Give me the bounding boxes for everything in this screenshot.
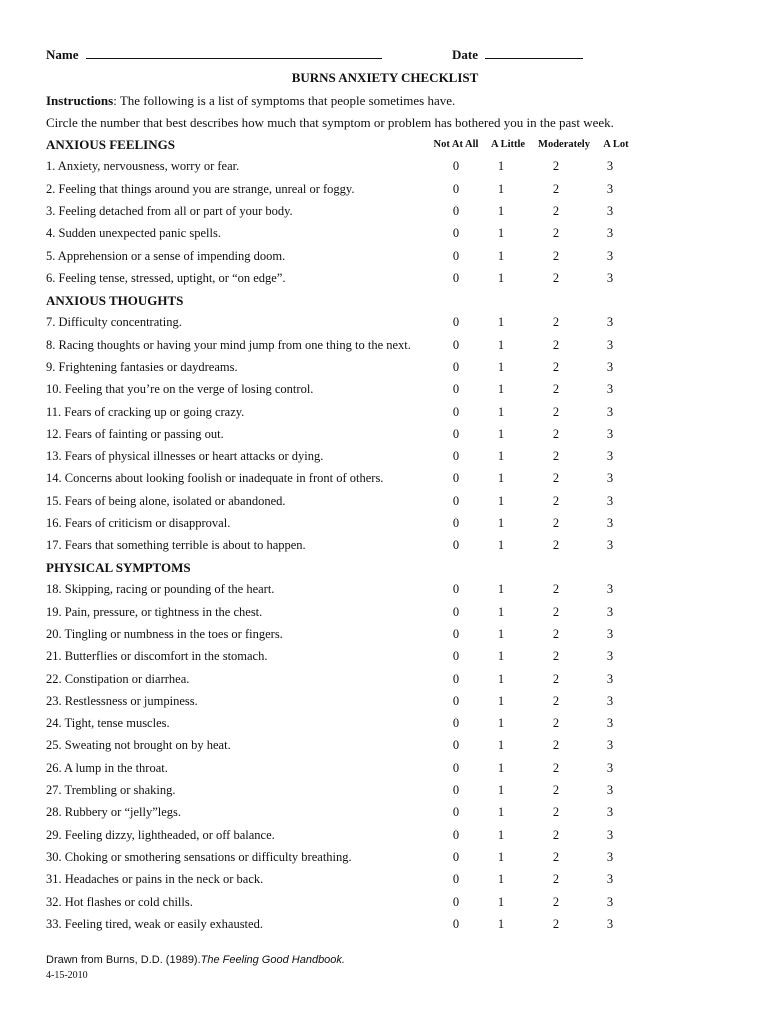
score-option-2[interactable]: 2 <box>552 471 560 486</box>
score-option-0[interactable]: 0 <box>452 626 460 641</box>
score-option-2[interactable]: 2 <box>552 493 560 508</box>
score-option-0[interactable]: 0 <box>452 582 460 597</box>
symptom-label: 14. Concerns about looking foolish or inadequate in front of others. <box>46 471 384 486</box>
score-option-1[interactable]: 1 <box>497 604 505 619</box>
section-title: ANXIOUS FEELINGS <box>46 137 175 152</box>
score-option-0[interactable]: 0 <box>452 226 460 241</box>
score-option-1[interactable]: 1 <box>497 337 505 352</box>
symptom-label: 32. Hot flashes or cold chills. <box>46 894 193 909</box>
score-option-3[interactable]: 3 <box>606 538 614 553</box>
score-option-1[interactable]: 1 <box>497 916 505 931</box>
score-option-3[interactable]: 3 <box>606 760 614 775</box>
score-option-3[interactable]: 3 <box>606 449 614 464</box>
score-option-0[interactable]: 0 <box>452 493 460 508</box>
score-option-1[interactable]: 1 <box>497 538 505 553</box>
score-option-0[interactable]: 0 <box>452 693 460 708</box>
symptom-label: 2. Feeling that things around you are strange, unreal or foggy. <box>46 181 355 196</box>
score-option-3[interactable]: 3 <box>606 582 614 597</box>
score-option-1[interactable]: 1 <box>497 270 505 285</box>
score-option-2[interactable]: 2 <box>552 315 560 330</box>
score-option-1[interactable]: 1 <box>497 493 505 508</box>
score-option-2[interactable]: 2 <box>552 382 560 397</box>
score-option-0[interactable]: 0 <box>452 248 460 263</box>
score-option-1[interactable]: 1 <box>497 449 505 464</box>
score-option-3[interactable]: 3 <box>606 159 614 174</box>
score-option-3[interactable]: 3 <box>606 226 614 241</box>
symptom-label: 29. Feeling dizzy, lightheaded, or off balance. <box>46 827 275 842</box>
score-option-1[interactable]: 1 <box>497 382 505 397</box>
column-header-a-little: A Little <box>490 139 526 150</box>
score-option-0[interactable]: 0 <box>452 805 460 820</box>
score-option-3[interactable]: 3 <box>606 404 614 419</box>
score-option-3[interactable]: 3 <box>606 359 614 374</box>
score-option-0[interactable]: 0 <box>452 471 460 486</box>
symptom-label: 5. Apprehension or a sense of impending doom. <box>46 248 286 263</box>
symptom-label: 33. Feeling tired, weak or easily exhausted. <box>46 916 263 931</box>
score-option-0[interactable]: 0 <box>452 716 460 731</box>
score-option-3[interactable]: 3 <box>606 471 614 486</box>
symptom-label: 27. Trembling or shaking. <box>46 783 176 797</box>
form-date: 4-15-2010 <box>46 970 88 981</box>
section-title: PHYSICAL SYMPTOMS <box>46 560 191 575</box>
score-option-2[interactable]: 2 <box>552 248 560 263</box>
score-option-1[interactable]: 1 <box>497 203 505 218</box>
score-option-0[interactable]: 0 <box>452 671 460 686</box>
score-option-2[interactable]: 2 <box>552 359 560 374</box>
name-label: Name <box>46 47 79 62</box>
score-option-2[interactable]: 2 <box>552 181 560 196</box>
score-option-1[interactable]: 1 <box>497 693 505 708</box>
score-option-3[interactable]: 3 <box>606 248 614 263</box>
score-option-0[interactable]: 0 <box>452 270 460 285</box>
score-option-1[interactable]: 1 <box>497 471 505 486</box>
score-option-0[interactable]: 0 <box>452 872 460 887</box>
symptom-label: 28. Rubbery or “jelly”legs. <box>46 805 182 820</box>
score-option-3[interactable]: 3 <box>606 649 614 664</box>
symptom-label: 8. Racing thoughts or having your mind jump from one thing to the next. <box>46 337 411 352</box>
symptom-label: 25. Sweating not brought on by heat. <box>46 738 231 753</box>
score-option-2[interactable]: 2 <box>552 582 560 597</box>
symptom-label: 18. Skipping, racing or pounding of the heart. <box>46 582 275 597</box>
score-option-3[interactable]: 3 <box>606 894 614 909</box>
symptom-label: 17. Fears that something terrible is about to happen. <box>46 538 306 553</box>
instructions-label: Instructions <box>46 93 114 108</box>
score-option-3[interactable]: 3 <box>606 671 614 686</box>
score-option-1[interactable]: 1 <box>497 716 505 731</box>
score-option-1[interactable]: 1 <box>497 805 505 820</box>
score-option-0[interactable]: 0 <box>452 783 460 797</box>
score-option-1[interactable]: 1 <box>497 671 505 686</box>
score-option-2[interactable]: 2 <box>552 693 560 708</box>
score-option-2[interactable]: 2 <box>552 716 560 731</box>
score-option-1[interactable]: 1 <box>497 760 505 775</box>
date-label: Date <box>452 47 478 62</box>
score-option-1[interactable]: 1 <box>497 783 505 797</box>
symptom-label: 22. Constipation or diarrhea. <box>46 671 190 686</box>
score-option-2[interactable]: 2 <box>552 849 560 864</box>
symptom-label: 20. Tingling or numbness in the toes or fingers. <box>46 626 283 641</box>
symptom-label: 12. Fears of fainting or passing out. <box>46 426 224 441</box>
score-option-3[interactable]: 3 <box>606 382 614 397</box>
symptom-label: 21. Butterflies or discomfort in the stomach. <box>46 649 268 664</box>
symptom-label: 7. Difficulty concentrating. <box>46 315 182 330</box>
score-option-3[interactable]: 3 <box>606 827 614 842</box>
score-option-1[interactable]: 1 <box>497 738 505 753</box>
score-option-2[interactable]: 2 <box>552 270 560 285</box>
citation-prefix: Drawn from Burns, D.D. (1989). <box>46 954 201 966</box>
score-option-0[interactable]: 0 <box>452 159 460 174</box>
score-option-3[interactable]: 3 <box>606 805 614 820</box>
score-option-0[interactable]: 0 <box>452 203 460 218</box>
score-option-1[interactable]: 1 <box>497 872 505 887</box>
score-option-3[interactable]: 3 <box>606 270 614 285</box>
score-option-3[interactable]: 3 <box>606 337 614 352</box>
section-title: ANXIOUS THOUGHTS <box>46 293 184 308</box>
score-option-1[interactable]: 1 <box>497 516 505 530</box>
score-option-2[interactable]: 2 <box>552 604 560 619</box>
symptom-label: 19. Pain, pressure, or tightness in the chest. <box>46 604 263 619</box>
symptom-label: 1. Anxiety, nervousness, worry or fear. <box>46 159 240 174</box>
score-option-2[interactable]: 2 <box>552 916 560 931</box>
score-option-0[interactable]: 0 <box>452 404 460 419</box>
score-option-2[interactable]: 2 <box>552 626 560 641</box>
score-option-3[interactable]: 3 <box>606 693 614 708</box>
score-option-3[interactable]: 3 <box>606 783 614 797</box>
score-option-1[interactable]: 1 <box>497 315 505 330</box>
score-option-2[interactable]: 2 <box>552 449 560 464</box>
score-option-0[interactable]: 0 <box>452 516 460 530</box>
symptom-label: 31. Headaches or pains in the neck or back. <box>46 872 264 887</box>
score-option-0[interactable]: 0 <box>452 827 460 842</box>
instructions-line-2: Circle the number that best describes how much that symptom or problem has bothered you in the past week. <box>46 115 614 130</box>
score-option-1[interactable]: 1 <box>497 248 505 263</box>
symptom-label: 24. Tight, tense muscles. <box>46 716 170 731</box>
instructions-text: : The following is a list of symptoms that people sometimes have. <box>113 93 456 108</box>
symptom-label: 30. Choking or smothering sensations or difficulty breathing. <box>46 849 352 864</box>
score-option-1[interactable]: 1 <box>497 159 505 174</box>
score-option-3[interactable]: 3 <box>606 493 614 508</box>
score-option-2[interactable]: 2 <box>552 516 560 530</box>
column-header-not-at-all: Not At All <box>433 139 479 150</box>
score-option-2[interactable]: 2 <box>552 649 560 664</box>
score-option-2[interactable]: 2 <box>552 226 560 241</box>
score-option-2[interactable]: 2 <box>552 538 560 553</box>
score-option-0[interactable]: 0 <box>452 426 460 441</box>
score-option-0[interactable]: 0 <box>452 894 460 909</box>
score-option-3[interactable]: 3 <box>606 716 614 731</box>
score-option-2[interactable]: 2 <box>552 805 560 820</box>
symptom-label: 3. Feeling detached from all or part of your body. <box>46 203 293 218</box>
score-option-3[interactable]: 3 <box>606 849 614 864</box>
score-option-2[interactable]: 2 <box>552 760 560 775</box>
symptom-label: 9. Frightening fantasies or daydreams. <box>46 359 238 374</box>
symptom-label: 6. Feeling tense, stressed, uptight, or “on edge”. <box>46 270 286 285</box>
score-option-1[interactable]: 1 <box>497 827 505 842</box>
symptom-label: 15. Fears of being alone, isolated or abandoned. <box>46 493 286 508</box>
score-option-1[interactable]: 1 <box>497 849 505 864</box>
score-option-3[interactable]: 3 <box>606 315 614 330</box>
citation <box>46 954 345 966</box>
symptom-label: 16. Fears of criticism or disapproval. <box>46 516 231 530</box>
column-header-moderately: Moderately <box>538 139 590 150</box>
score-option-1[interactable]: 1 <box>497 404 505 419</box>
score-option-3[interactable]: 3 <box>606 872 614 887</box>
score-option-2[interactable]: 2 <box>552 872 560 887</box>
score-option-3[interactable]: 3 <box>606 604 614 619</box>
score-option-1[interactable]: 1 <box>497 359 505 374</box>
score-option-1[interactable]: 1 <box>497 894 505 909</box>
score-option-0[interactable]: 0 <box>452 849 460 864</box>
score-option-2[interactable]: 2 <box>552 738 560 753</box>
score-option-2[interactable]: 2 <box>552 894 560 909</box>
score-option-2[interactable]: 2 <box>552 404 560 419</box>
score-option-1[interactable]: 1 <box>497 582 505 597</box>
column-header-a-lot: A Lot <box>603 139 629 150</box>
score-option-2[interactable]: 2 <box>552 159 560 174</box>
score-option-0[interactable]: 0 <box>452 538 460 553</box>
score-option-0[interactable]: 0 <box>452 181 460 196</box>
symptom-label: 26. A lump in the throat. <box>46 760 168 775</box>
score-option-2[interactable]: 2 <box>552 426 560 441</box>
score-option-0[interactable]: 0 <box>452 359 460 374</box>
score-option-0[interactable]: 0 <box>452 315 460 330</box>
score-option-0[interactable]: 0 <box>452 337 460 352</box>
score-option-1[interactable]: 1 <box>497 181 505 196</box>
page-title: BURNS ANXIETY CHECKLIST <box>291 70 479 85</box>
score-option-3[interactable]: 3 <box>606 203 614 218</box>
score-option-2[interactable]: 2 <box>552 827 560 842</box>
score-option-3[interactable]: 3 <box>606 916 614 931</box>
symptom-label: 4. Sudden unexpected panic spells. <box>46 226 221 241</box>
score-option-3[interactable]: 3 <box>606 181 614 196</box>
symptom-label: 13. Fears of physical illnesses or heart attacks or dying. <box>46 449 324 464</box>
score-option-0[interactable]: 0 <box>452 382 460 397</box>
citation-book: The Feeling Good Handbook. <box>200 954 345 966</box>
score-option-3[interactable]: 3 <box>606 738 614 753</box>
score-option-1[interactable]: 1 <box>497 426 505 441</box>
score-option-0[interactable]: 0 <box>452 916 460 931</box>
score-option-0[interactable]: 0 <box>452 449 460 464</box>
score-option-2[interactable]: 2 <box>552 337 560 352</box>
score-option-0[interactable]: 0 <box>452 738 460 753</box>
score-option-2[interactable]: 2 <box>552 783 560 797</box>
score-option-2[interactable]: 2 <box>552 203 560 218</box>
score-option-1[interactable]: 1 <box>497 626 505 641</box>
symptom-label: 23. Restlessness or jumpiness. <box>46 693 198 708</box>
score-option-1[interactable]: 1 <box>497 649 505 664</box>
symptom-label: 11. Fears of cracking up or going crazy. <box>46 404 245 419</box>
score-option-2[interactable]: 2 <box>552 671 560 686</box>
symptom-label: 10. Feeling that you’re on the verge of losing control. <box>46 382 314 397</box>
score-option-1[interactable]: 1 <box>497 226 505 241</box>
score-option-3[interactable]: 3 <box>606 626 614 641</box>
score-option-0[interactable]: 0 <box>452 604 460 619</box>
score-option-0[interactable]: 0 <box>452 649 460 664</box>
score-option-3[interactable]: 3 <box>606 516 614 530</box>
score-option-0[interactable]: 0 <box>452 760 460 775</box>
score-option-3[interactable]: 3 <box>606 426 614 441</box>
